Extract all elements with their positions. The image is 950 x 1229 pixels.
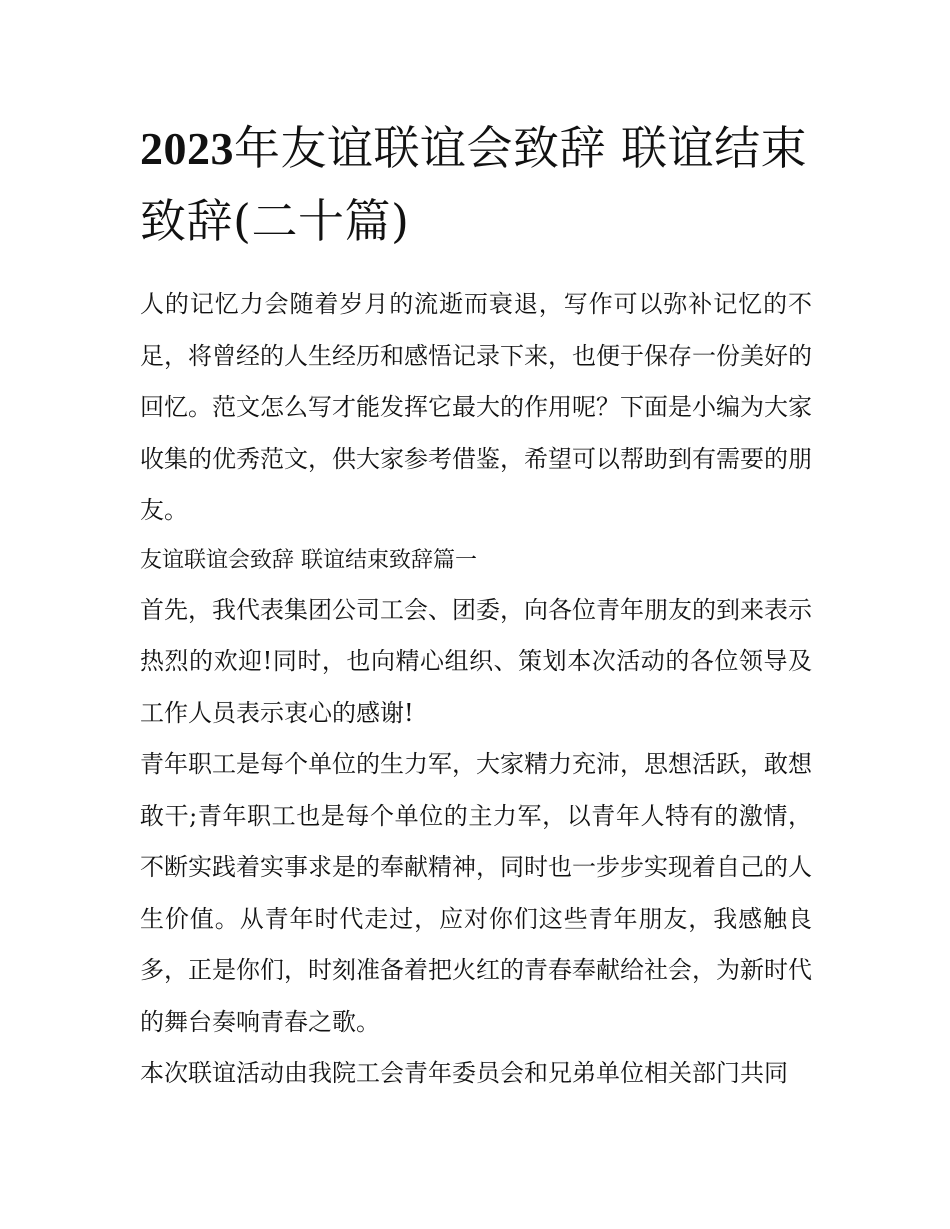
title-text: 年友谊联谊会致辞 联谊结束致辞(二十篇) (140, 121, 808, 248)
body-paragraph-1: 首先，我代表集团公司工会、团委，向各位青年朋友的到来表示热烈的欢迎!同时，也向精心组织、策划本次活动的各位领导及工作人员表示衷心的感谢! (140, 595, 812, 727)
document-title (140, 112, 812, 257)
section-heading: 友谊联谊会致辞 联谊结束致辞篇一 (140, 547, 477, 573)
body-paragraph-3: 本次联谊活动由我院工会青年委员会和兄弟单位相关部门共同 (140, 1059, 788, 1087)
document-page (140, 112, 812, 1100)
intro-paragraph: 人的记忆力会随着岁月的流逝而衰退，写作可以弥补记忆的不足，将曾经的人生经历和感悟记录下来，也便于保存一份美好的回忆。范文怎么写才能发挥它最大的作用呢？下面是小编为大家收集的优秀范文，供大家参考借鉴，希望可以帮助到有需要的朋友。 (140, 290, 812, 524)
title-year: 2023 (140, 123, 234, 174)
body-paragraph-2: 青年职工是每个单位的生力军，大家精力充沛，思想活跃，敢想敢干;青年职工也是每个单位的主力军，以青年人特有的激情，不断实践着实事求是的奉献精神，同时也一步步实现着自己的人生价值。从青年时代走过，应对你们这些青年朋友，我感触良多，正是你们，时刻准备着把火红的青春奉献给社会，为新时代的舞台奏响青春之歌。 (140, 750, 812, 1036)
